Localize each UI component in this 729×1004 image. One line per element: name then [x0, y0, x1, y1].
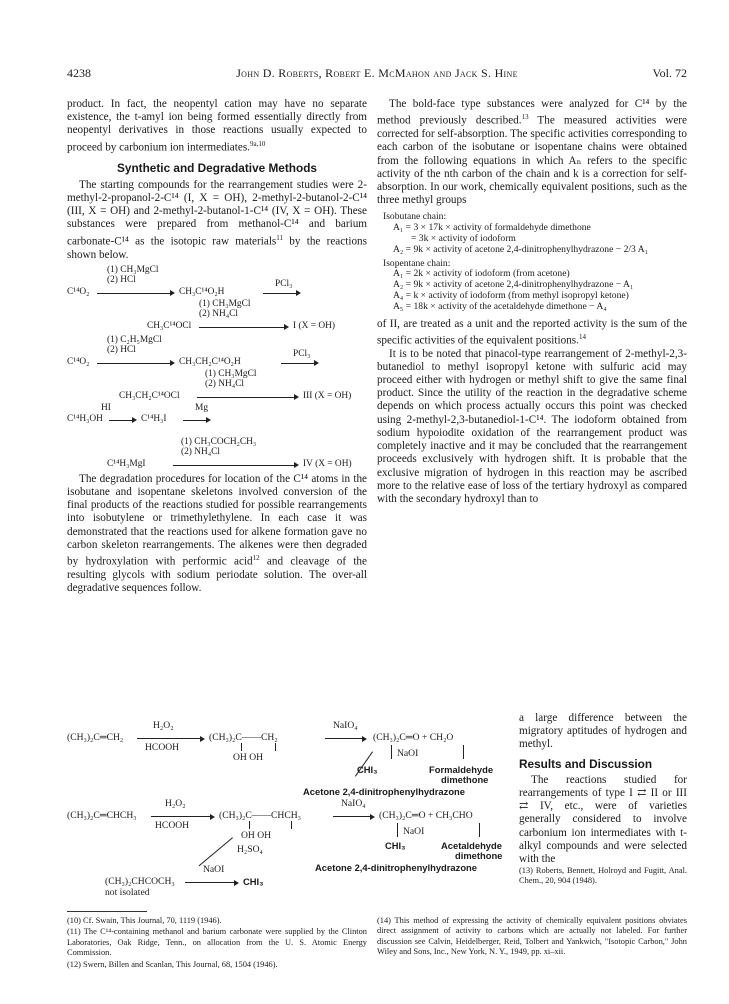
footnote-rule	[67, 911, 147, 912]
analyzed-product: Acetone 2,4-dinitrophenylhydrazone	[315, 862, 478, 873]
page-number: 4238	[67, 66, 91, 80]
reagent-label: Mg	[195, 402, 209, 413]
bond-line	[291, 821, 292, 829]
analyzed-product: CHI₃	[243, 876, 264, 887]
formula: OH OH	[233, 752, 264, 763]
reagent-label: (1) CH₃MgCl	[205, 368, 257, 379]
reagent-label: NaOI	[397, 748, 419, 759]
equation-label: Isobutane chain:	[383, 211, 447, 223]
formula: (CH₃)₂C═CH₂	[67, 732, 124, 743]
reaction-arrow	[263, 293, 299, 294]
reagent-label: NaIO₄	[333, 720, 358, 731]
formula: C¹⁴O₂	[67, 286, 90, 297]
footnote: (12) Swern, Billen and Scanlan, This Journal, 68, 1504 (1946).	[67, 959, 278, 969]
analyzed-product: Acetone 2,4-dinitrophenylhydrazone	[303, 786, 466, 797]
bond-line	[241, 743, 242, 751]
equation: A₅ = 18k × activity of the acetaldehyde dimethone − A₄	[393, 300, 607, 312]
reagent-label: (1) CH₃COCH₂CH₃	[181, 436, 257, 447]
reagent-label: H₂O₂	[165, 798, 186, 809]
footnotes-left	[67, 916, 367, 971]
arrow-line	[199, 837, 233, 866]
volume-label: Vol. 72	[652, 66, 687, 80]
paragraph: a large difference between the migratory aptitudes of hydrogen and methyl.	[519, 712, 687, 751]
reaction-arrow	[97, 363, 173, 364]
reaction-arrow	[333, 816, 373, 817]
reaction-arrow	[183, 420, 209, 421]
reaction-arrow	[173, 465, 297, 466]
reagent-label: (1) CH₃MgCl	[199, 298, 251, 309]
arrow-line	[391, 745, 392, 759]
analyzed-product: dimethone	[455, 850, 503, 861]
analyzed-product: dimethone	[441, 774, 489, 785]
formula: (CH₃)₂C——CHCH₃	[219, 810, 301, 821]
footnote: (13) Roberts, Bennett, Holroyd and Fugitt, Anal. Chem., 20, 904 (1948).	[519, 866, 687, 886]
reagent-label: HI	[101, 402, 111, 413]
equation-block	[377, 212, 687, 312]
reagent-label: NaOI	[403, 826, 425, 837]
note: not isolated	[105, 887, 150, 898]
reaction-arrow	[137, 738, 203, 739]
paragraph: It is to be noted that pinacol-type rearrangement of 2-methyl-2,3-butanediol to methyl isopropyl ketone with sulfuric acid may proceed either with hydrogen or methyl shift to give the same final product. Since the utility of the reaction in the degradative scheme depends on which process actually occurs this point was checked using 2-methyl-2,3-butanediol-1-C¹⁴. The iodoform obtained from sodium hypoiodite oxidation of the rearrangement product was completely inactive and it may be concluded that the rearrangement proceeds exclusively with hydrogen shift. It is probable that the exclusive migration of hydrogen in this reaction may be ascribed more to the relative ease of loss of the tertiary hydroxyl as compared with the secondary hydroxyl than to	[377, 347, 687, 505]
reagent-label: NaIO₄	[341, 798, 366, 809]
reaction-arrow	[199, 327, 287, 328]
footnote: (11) The C¹⁴-containing methanol and barium carbonate were supplied by the Clinton Laboratories, Oak Ridge, Tenn., on allocation from the U. S. Atomic Energy Commission.	[67, 927, 367, 958]
left-column	[67, 98, 367, 595]
analyzed-product: Formaldehyde	[429, 764, 494, 775]
formula: CH₃C¹⁴O₂H	[179, 286, 225, 297]
reagent-label: (2) NH₄Cl	[199, 308, 238, 319]
reaction-arrow	[325, 738, 365, 739]
equation: A₄ = k × activity of iodoform (from methyl isopropyl ketone)	[393, 289, 629, 301]
formula: (CH₃)₂C═O + CH₂O	[373, 732, 454, 743]
arrow-line	[397, 823, 398, 837]
reagent-label: (2) NH₄Cl	[205, 378, 244, 389]
paragraph: The bold-face type substances were analyzed for C¹⁴ by the method previously described.$^{13}$ The measured activities were corrected for self-absorption. The specific activities corresponding to each carbon of the isobutane or isopentane chains were obtained from the following equations in which Aₙ refers to the specific activity of the nth carbon of the chain and k is a correction for self-absorption. In our work, chemically equivalent positions, such as the three methyl groups	[377, 98, 687, 207]
reaction-arrow	[97, 293, 173, 294]
running-header	[67, 66, 687, 82]
paragraph: The degradation procedures for location of the C¹⁴ atoms in the isobutane and isopentane skeletons involved conversion of the final products of the reactions studied for possible rearrangements into isobutylene or trimethylethylene. In each case it was demonstrated that the reactions used for alkene formation gave no carbon skeleton rearrangements. The alkenes were then degraded by hydroxylation with performic acid$^{12}$ and cleavage of the resulting glycols with sodium periodate solution. The over-all degradative sequences follow.	[67, 472, 367, 595]
reaction-arrow	[109, 420, 135, 421]
reagent-label: (2) NH₄Cl	[181, 446, 220, 457]
equation: A₁ = 3 × 17k × activity of formaldehyde dimethone	[393, 222, 591, 234]
formula: C¹⁴O₂	[67, 356, 90, 367]
section-heading: Synthetic and Degradative Methods	[117, 160, 317, 175]
reagent-label: (2) HCl	[107, 274, 136, 285]
formula: CH₃C¹⁴OCl	[147, 320, 192, 331]
reagent-label: PCl₃	[293, 348, 311, 359]
reaction-arrow	[197, 397, 297, 398]
equation-label: Isopentane chain:	[383, 257, 451, 269]
running-title: John D. Roberts, Robert E. McMahon and Jack S. Hine	[236, 66, 518, 80]
formula: (CH₃)₂C——CH₂	[209, 732, 278, 743]
formula: I (X = OH)	[293, 320, 335, 331]
paragraph: product. In fact, the neopentyl cation may have no separate existence, the t-amyl ion being formed essentially directly from neopentyl derivatives in those reactions usually expected to proceed by carbonium ion intermediates.$^{9a,10}$	[67, 98, 367, 154]
formula: (CH₃)₂C═CHCH₃	[67, 810, 137, 821]
formula: C¹⁴H₃MgI	[107, 458, 146, 469]
analyzed-product: CHI₃	[357, 764, 378, 775]
formula: (CH₃)₂C═O + CH₃CHO	[379, 810, 473, 821]
formula: OH OH	[241, 830, 272, 841]
footnote: (10) Cf. Swain, This Journal, 70, 1119 (1946).	[67, 916, 222, 925]
formula: C¹⁴H₃I	[141, 413, 167, 424]
formula: (CH₃)₂CHCOCH₃	[105, 876, 175, 887]
reagent-label: PCl₃	[275, 278, 293, 289]
reaction-arrow	[281, 363, 317, 364]
equation: = 3k × activity of iodoform	[411, 232, 516, 244]
reaction-arrow	[185, 882, 237, 883]
reagent-label: H₂SO₄	[237, 844, 263, 855]
formula: CH₃CH₂C¹⁴O₂H	[179, 356, 241, 367]
arrow-line	[463, 745, 464, 759]
footnotes-right	[377, 916, 687, 959]
formula: III (X = OH)	[303, 390, 352, 401]
right-column	[377, 98, 687, 506]
bond-line	[275, 743, 276, 751]
reagent-label: HCOOH	[145, 742, 180, 753]
reaction-arrow	[151, 816, 213, 817]
bond-line	[249, 821, 250, 829]
reagent-label: (2) HCl	[107, 344, 136, 355]
synthesis-scheme-2	[67, 437, 367, 473]
reagent-label: NaOI	[203, 864, 225, 875]
paragraph: of II, are treated as a unit and the reported activity is the sum of the specific activities of the equivalent positions.$^{14}$	[377, 317, 687, 347]
degradation-scheme	[67, 720, 587, 898]
equation: A₂ = 9k × activity of acetone 2,4-dinitrophenylhydrazone − 2/3 A₁	[393, 243, 648, 255]
synthesis-scheme	[67, 265, 367, 437]
formula: C¹⁴H₃OH	[67, 413, 103, 424]
reagent-label: (1) C₂H₅MgCl	[107, 334, 162, 345]
reagent-label: HCOOH	[155, 820, 190, 831]
equation: A₂ = 9k × activity of acetone 2,4-dinitrophenylhydrazone − A₁	[393, 279, 634, 291]
analyzed-product: Acetaldehyde	[441, 840, 502, 851]
reagent-label: H₂O₂	[153, 720, 174, 731]
paragraph: The reactions studied for rearrangements of type I ⇄ II or III ⇄ IV, etc., were of varieties generally considered to involve carbonium ion intermediates with t-alkyl compounds and were selected with the	[519, 773, 687, 866]
paragraph: The starting compounds for the rearrangement studies were 2-methyl-2-propanol-2-C¹⁴ (I, X = OH), 2-methyl-2-butanol-2-C¹⁴ (III, X = OH) and 2-methyl-2-butanol-1-C¹⁴ (IV, X = OH). These substances were prepared from methanol-C¹⁴ and barium carbonate-C¹⁴ as the isotopic raw materials$^{11}$ by the reactions shown below.	[67, 178, 367, 261]
arrow-line	[479, 823, 480, 837]
footnote: (14) This method of expressing the activity of chemically equivalent positions obviates direct assignment of activity to carbons which are actually not labeled. For further discussion see Calvin, Heidelberger, Reid, Tolbert and Yankwich, "Isotopic Carbon," John Wiley and Sons, Inc., New York, N. Y., 1949, pp. xi–xii.	[377, 916, 687, 957]
analyzed-product: CHI₃	[385, 840, 406, 851]
formula: CH₃CH₂C¹⁴OCl	[119, 390, 180, 401]
reagent-label: (1) CH₃MgCl	[107, 264, 159, 275]
equation: A₁ = 2k × activity of iodoform (from acetone)	[393, 268, 570, 280]
formula: IV (X = OH)	[303, 458, 352, 469]
section-heading: Results and Discussion	[519, 756, 653, 771]
